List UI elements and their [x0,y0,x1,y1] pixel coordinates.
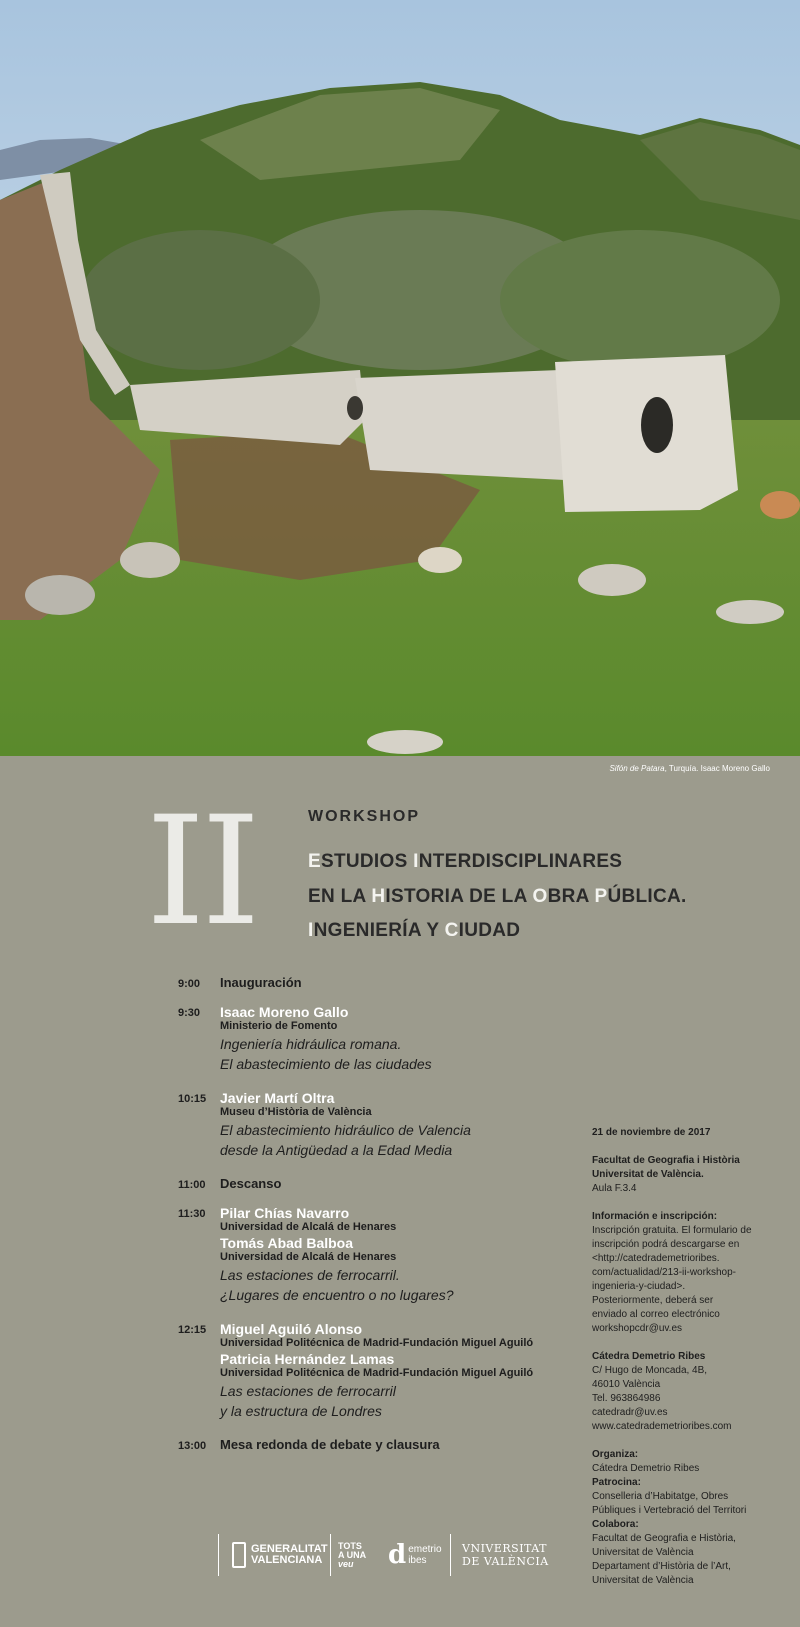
title-text: ISTORIA DE LA [385,886,533,907]
cdr-line-2: ibes [408,1555,427,1566]
speaker-affiliation: Ministerio de Fomento [220,1020,338,1032]
gv-line-1: GENERALITAT [251,1543,328,1555]
talk-title-line: ¿Lugares de encuentro o no lugares? [220,1287,454,1303]
sponsor-logos [218,1532,558,1578]
program-item [178,1004,578,1074]
speaker-affiliation: Universidad Politécnica de Madrid-Fundación Miguel Aguiló [220,1337,534,1349]
venue-line-1: Facultat de Geografia i Història [592,1155,740,1166]
speaker-name: Miguel Aguiló Alonso [220,1321,363,1337]
program-item [178,1321,578,1421]
registration-title: Información e inscripción: [592,1211,718,1222]
program-time: 11:00 [178,1179,206,1191]
title-text: BRA [547,886,595,907]
talk-title-line: desde la Antigüedad a la Edad Media [220,1142,453,1158]
contact-text [592,1364,782,1434]
patrocina-label: Patrocina: [592,1477,641,1488]
speaker-name: Isaac Moreno Gallo [220,1004,349,1020]
program-item [178,1437,578,1452]
speaker-name: Pilar Chías Navarro [220,1205,350,1221]
reg-line: <http://catedrademetrioribes. [592,1253,720,1264]
logo-separator [218,1534,219,1576]
colabora-line: Facultat de Geografia e Història, [592,1533,736,1544]
roman-numeral: II [146,785,257,959]
event-date: 21 de noviembre de 2017 [592,1127,711,1138]
contact-line: Tel. 963864986 [592,1393,661,1404]
reg-line: enviado al correo electrónico [592,1309,720,1320]
generalitat-logo [232,1532,328,1578]
venue-line-2: Universitat de València. [592,1169,704,1180]
tots-line-3: veu [338,1558,354,1569]
patrocina-line: Públiques i Vertebració del Territori [592,1505,747,1516]
speaker-affiliation: Universidad de Alcalá de Henares [220,1221,397,1233]
contact-title: Cátedra Demetrio Ribes [592,1351,706,1362]
cdr-line-1: emetrio [408,1544,442,1555]
patrocina-line: Conselleria d’Habitatge, Obres [592,1491,729,1502]
talk-title-line: Las estaciones de ferrocarril [220,1383,396,1399]
program-item [178,1176,578,1191]
title-text: IUDAD [458,920,521,941]
program-time: 10:15 [178,1093,207,1105]
title-line-1 [308,851,622,873]
contact-line: C/ Hugo de Moncada, 4B, [592,1365,708,1376]
gv-emblem-icon [232,1542,246,1568]
program-time: 9:00 [178,978,201,990]
title-capital: C [444,920,459,941]
colabora-line: Universitat de València [592,1547,694,1558]
workshop-label: WORKSHOP [308,808,420,825]
speaker-name: Javier Martí Oltra [220,1090,335,1106]
program-item [178,975,578,990]
reg-line: Posteriormente, deberá ser [592,1295,714,1306]
program-event: Inauguración [220,975,302,990]
speaker-name: Patricia Hernández Lamas [220,1351,395,1367]
universitat-valencia-logo [462,1532,549,1578]
program-event: Descanso [220,1176,282,1191]
colabora-line: Departament d’Història de l’Art, [592,1561,731,1572]
logo-separator [330,1534,331,1576]
speaker-affiliation: Universidad Politécnica de Madrid-Fundación Miguel Aguiló [220,1367,534,1379]
title-capital: I [413,851,419,872]
program-item [178,1205,578,1305]
patrocina-text [592,1490,782,1518]
title-line-2 [308,886,687,908]
registration-text [592,1224,782,1336]
speaker-affiliation: Universidad de Alcalá de Henares [220,1251,397,1263]
title-capital: E [308,851,321,872]
organiza-text [592,1462,782,1476]
program-time: 12:15 [178,1324,207,1336]
program-list [178,975,578,1466]
reg-line: Inscripción gratuita. El formulario de [592,1225,752,1236]
aqueduct-photo [0,0,800,756]
colabora-line: Universitat de València [592,1575,694,1586]
title-capital: I [308,920,314,941]
program-event: Mesa redonda de debate y clausura [220,1437,440,1452]
contact-line: www.catedrademetrioribes.com [592,1421,732,1432]
tots-line-1: TOTS [338,1540,362,1551]
speaker-affiliation: Museu d’Història de València [220,1106,372,1118]
program-time: 13:00 [178,1440,207,1452]
program-time: 9:30 [178,1007,201,1019]
reg-line: inscripción podrá descargarse en [592,1239,740,1250]
program-item [178,1090,578,1160]
tots-a-una-veu-logo [338,1532,366,1578]
speaker-name: Tomás Abad Balboa [220,1235,354,1251]
logo-separator [450,1534,451,1576]
reg-line: ingenieria-y-ciudad>. [592,1281,686,1292]
title-capital: O [532,886,548,907]
uv-line-1: VNIVERSITAT [462,1542,547,1555]
contact-line: catedradr@uv.es [592,1407,668,1418]
caption-credit: , Turquía. Isaac Moreno Gallo [664,764,770,773]
uv-line-2: DE VALÈNCIA [462,1555,549,1568]
organiza-line: Cátedra Demetrio Ribes [592,1463,700,1474]
caption-title: Sifón de Patara [609,764,665,773]
reg-line: com/actualidad/213-ii-workshop- [592,1267,736,1278]
talk-title-line: y la estructura de Londres [220,1403,382,1419]
title-capital: H [371,886,386,907]
title-text: NTERDISCIPLINARES [418,851,623,872]
title-text: EN LA [308,886,372,907]
colabora-label: Colabora: [592,1519,639,1530]
title-line-3 [308,920,520,942]
colabora-text [592,1532,782,1588]
program-time: 11:30 [178,1208,206,1220]
talk-title-line: El abastecimiento de las ciudades [220,1056,432,1072]
venue-room: Aula F.3.4 [592,1183,637,1194]
title-capital: P [594,886,608,907]
title-text: NGENIERÍA Y [313,920,445,941]
title-text: STUDIOS [320,851,414,872]
contact-line: 46010 València [592,1379,661,1390]
info-column [592,1126,782,1588]
tots-line-2: A UNA [338,1549,367,1560]
organiza-label: Organiza: [592,1449,639,1460]
photo-caption [609,764,770,773]
talk-title-line: Ingeniería hidráulica romana. [220,1036,402,1052]
title-text: ÚBLICA. [607,886,687,907]
talk-title-line: El abastecimiento hidráulico de Valencia [220,1122,471,1138]
reg-line: workshopcdr@uv.es [592,1323,682,1334]
talk-title-line: Las estaciones de ferrocarril. [220,1267,400,1283]
catedra-demetrio-ribes-logo: d emetrio ibes [388,1540,442,1570]
gv-line-2: VALENCIANA [251,1554,323,1566]
